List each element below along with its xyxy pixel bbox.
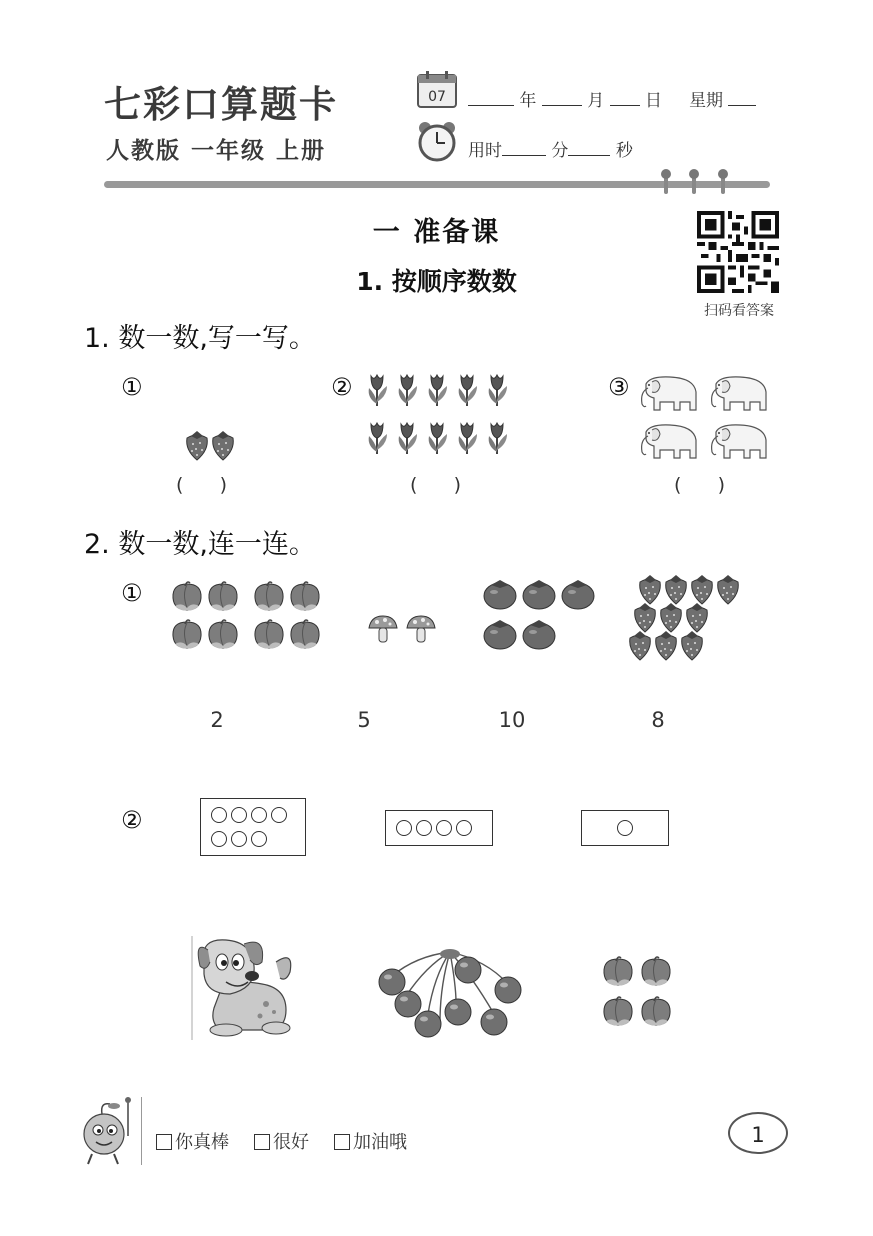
tomato-group[interactable] xyxy=(483,574,599,654)
cherry-group[interactable] xyxy=(376,946,524,1042)
page-number: 1 xyxy=(728,1112,788,1154)
dot-icon xyxy=(251,807,267,823)
cherry-icon xyxy=(379,969,405,995)
strawberry-icon xyxy=(630,631,651,660)
calendar-number: 07 xyxy=(428,89,446,105)
peach-icon xyxy=(604,997,632,1026)
tulip-icon xyxy=(369,375,387,406)
elephant-group xyxy=(636,374,780,464)
dot-icon xyxy=(231,831,247,847)
time-line xyxy=(468,136,633,161)
year-label: 年 xyxy=(519,91,537,111)
tulip-icon xyxy=(459,423,477,454)
chapter-title: 一 准备课 xyxy=(372,217,501,248)
tulip-icon xyxy=(489,375,507,406)
dog-icon[interactable] xyxy=(190,932,304,1040)
tomato-icon xyxy=(523,580,555,609)
strawberry-icon xyxy=(640,575,661,604)
item-marker: ① xyxy=(121,579,143,607)
brand-subtitle: 人教版 一年级 上册 xyxy=(106,138,327,164)
divider-pin xyxy=(664,172,668,194)
calendar-icon xyxy=(417,70,457,108)
item-marker: ③ xyxy=(608,373,630,401)
month-label: 月 xyxy=(587,91,605,111)
cherry-icon xyxy=(445,999,471,1025)
question-2-prompt: 2. 数一数,连一连。 xyxy=(84,529,316,560)
dot-icon xyxy=(231,807,247,823)
item-marker: ② xyxy=(331,373,353,401)
elephant-icon xyxy=(642,377,696,410)
dot-icon xyxy=(251,831,267,847)
peach-icon xyxy=(173,582,201,611)
dot-icon xyxy=(211,807,227,823)
rating-label: 加油哦 xyxy=(353,1132,407,1153)
checkbox-icon[interactable] xyxy=(156,1134,172,1150)
strawberry-icon xyxy=(682,631,703,660)
dot-box[interactable] xyxy=(200,798,306,856)
qr-code-icon[interactable] xyxy=(697,211,779,293)
strawberry-icon xyxy=(718,575,739,604)
tomato-icon xyxy=(484,580,516,609)
cherry-icon xyxy=(415,1011,441,1037)
cherry-icon xyxy=(481,1009,507,1035)
checkbox-icon[interactable] xyxy=(254,1134,270,1150)
rating-option[interactable] xyxy=(156,1128,229,1154)
peach-icon xyxy=(209,620,237,649)
peach-icon xyxy=(642,997,670,1026)
dot-icon xyxy=(271,807,287,823)
strawberry-group xyxy=(183,428,241,464)
time-used-label: 用时 xyxy=(468,141,502,161)
dot-icon xyxy=(456,820,472,836)
dot-icon xyxy=(211,831,227,847)
peach-icon xyxy=(642,957,670,986)
dot-box[interactable] xyxy=(581,810,669,846)
peach-icon xyxy=(255,582,283,611)
strawberry-group[interactable] xyxy=(626,574,744,662)
tulip-icon xyxy=(489,423,507,454)
strawberry-icon xyxy=(692,575,713,604)
tomato-icon xyxy=(484,620,516,649)
elephant-icon xyxy=(712,425,766,458)
strawberry-icon xyxy=(187,431,208,460)
rating-label: 很好 xyxy=(273,1132,309,1153)
qr-caption: 扫码看答案 xyxy=(704,303,774,319)
answer-blank[interactable]: ( ) xyxy=(410,474,462,496)
peach-group[interactable] xyxy=(601,955,677,1031)
strawberry-icon xyxy=(656,631,677,660)
tulip-icon xyxy=(369,423,387,454)
rating-option[interactable] xyxy=(334,1128,407,1154)
seconds-label: 秒 xyxy=(615,141,633,161)
item-marker: ② xyxy=(121,806,143,834)
peach-icon xyxy=(291,582,319,611)
tomato-icon xyxy=(523,620,555,649)
answer-blank[interactable]: ( ) xyxy=(176,474,228,496)
tulip-icon xyxy=(399,375,417,406)
elephant-icon xyxy=(642,425,696,458)
peach-icon xyxy=(173,620,201,649)
strawberry-icon xyxy=(635,603,656,632)
date-line xyxy=(468,86,756,111)
match-number[interactable]: 5 xyxy=(357,708,371,732)
item-marker: ① xyxy=(121,373,143,401)
elephant-icon xyxy=(712,377,766,410)
strawberry-icon xyxy=(661,603,682,632)
header-divider xyxy=(104,181,770,188)
cherry-icon xyxy=(455,957,481,983)
peach-icon xyxy=(209,582,237,611)
tulip-icon xyxy=(429,375,447,406)
tulip-icon xyxy=(429,423,447,454)
peach-group[interactable] xyxy=(170,580,324,654)
mascot-icon xyxy=(78,1096,140,1166)
peach-icon xyxy=(291,620,319,649)
alarm-clock-icon xyxy=(416,120,458,162)
mushroom-group[interactable] xyxy=(367,612,439,646)
tulip-icon xyxy=(459,375,477,406)
dot-icon xyxy=(396,820,412,836)
strawberry-icon xyxy=(687,603,708,632)
tulip-group xyxy=(363,372,515,464)
strawberry-icon xyxy=(666,575,687,604)
mushroom-icon xyxy=(407,616,435,642)
answer-blank[interactable]: ( ) xyxy=(674,474,726,496)
divider-pin xyxy=(692,172,696,194)
strawberry-icon xyxy=(213,431,234,460)
cherry-icon xyxy=(395,991,421,1017)
tulip-icon xyxy=(399,423,417,454)
tomato-icon xyxy=(562,580,594,609)
dot-box[interactable] xyxy=(385,810,493,846)
day-label: 日 xyxy=(645,91,663,111)
brand-title: 七彩口算题卡 xyxy=(104,83,338,126)
match-number[interactable]: 10 xyxy=(498,708,526,732)
checkbox-icon[interactable] xyxy=(334,1134,350,1150)
mushroom-icon xyxy=(369,616,397,642)
footer-separator xyxy=(141,1097,142,1165)
minutes-label: 分 xyxy=(551,141,569,161)
rating-option[interactable] xyxy=(254,1128,309,1154)
cherry-icon xyxy=(495,977,521,1003)
question-1-prompt: 1. 数一数,写一写。 xyxy=(84,323,316,354)
divider-pin xyxy=(721,172,725,194)
peach-icon xyxy=(604,957,632,986)
rating-label: 你真棒 xyxy=(175,1132,229,1153)
match-number[interactable]: 2 xyxy=(210,708,224,732)
match-number[interactable]: 8 xyxy=(651,708,665,732)
lesson-title: 1. 按顺序数数 xyxy=(356,267,517,296)
dot-icon xyxy=(436,820,452,836)
peach-icon xyxy=(255,620,283,649)
weekday-label: 星期 xyxy=(689,91,724,111)
dot-icon xyxy=(617,820,633,836)
dot-icon xyxy=(416,820,432,836)
